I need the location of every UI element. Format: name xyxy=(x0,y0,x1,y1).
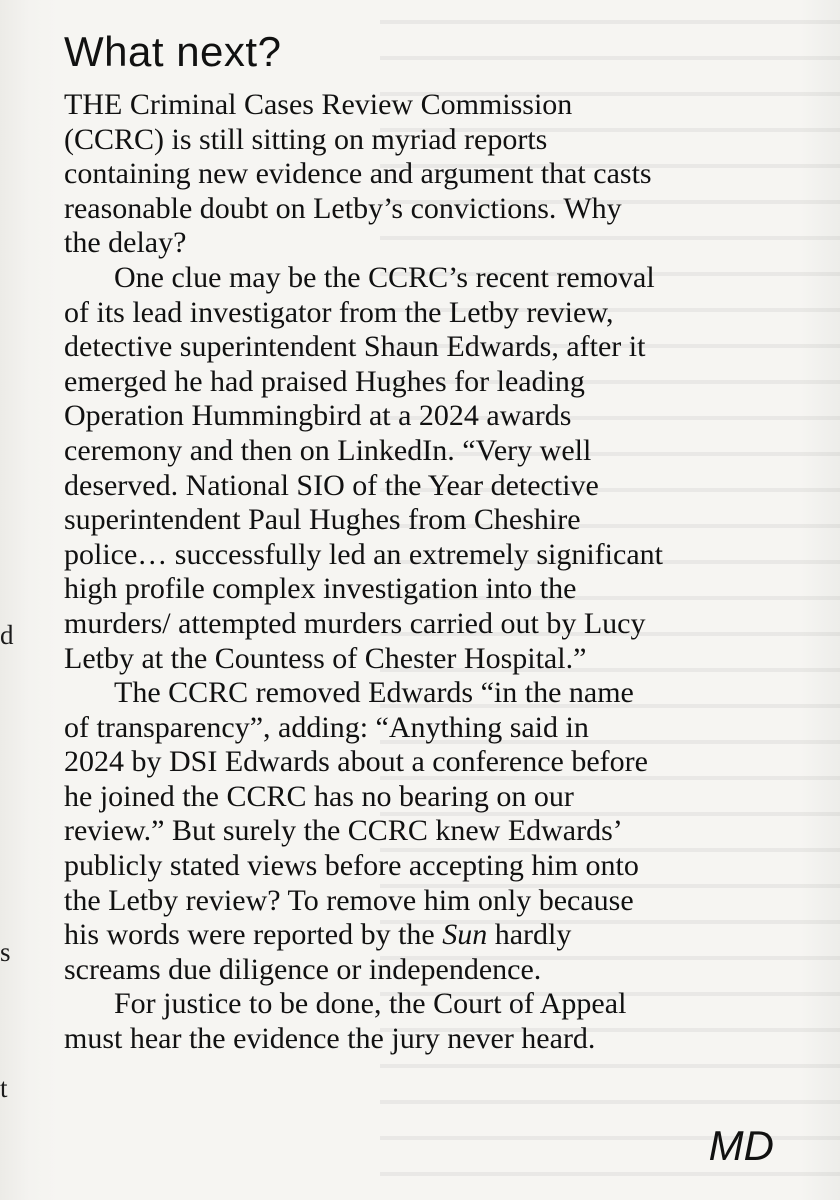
margin-fragment-letter: s xyxy=(0,937,11,967)
newspaper-name-italic: Sun xyxy=(442,918,488,952)
paragraph-4 xyxy=(64,987,776,1056)
text-line: must hear the evidence the jury never heard. xyxy=(64,1022,596,1056)
text-line: The CCRC removed Edwards “in the name xyxy=(114,676,634,710)
text-line: (CCRC) is still sitting on myriad reports xyxy=(64,122,548,156)
text-line: emerged he had praised Hughes for leading xyxy=(64,364,585,398)
text-line: high profile complex investigation into the xyxy=(64,572,577,606)
text-line: ceremony and then on LinkedIn. “Very well xyxy=(64,433,592,467)
text-run: his words were reported by the xyxy=(64,918,443,952)
text-line: publicly stated views before accepting him onto xyxy=(64,849,639,883)
text-line: deserved. National SIO of the Year detective xyxy=(64,468,599,502)
text-line: detective superintendent Shaun Edwards, after it xyxy=(64,330,646,364)
margin-fragment-letter: t xyxy=(0,1073,8,1103)
text-line: the delay? xyxy=(64,226,187,260)
paragraph-1 xyxy=(64,88,776,261)
text-line: One clue may be the CCRC’s recent removal xyxy=(114,260,655,294)
text-run: hardly xyxy=(487,918,572,952)
text-line: superintendent Paul Hughes from Cheshire xyxy=(64,503,581,537)
paragraph-2 xyxy=(64,261,776,676)
text-line: reasonable doubt on Letby’s convictions. Why xyxy=(64,191,622,225)
paragraph-3 xyxy=(64,676,776,987)
text-line: containing new evidence and argument that casts xyxy=(64,157,652,191)
text-line: he joined the CCRC has no bearing on our xyxy=(64,779,574,813)
text-line: 2024 by DSI Edwards about a conference before xyxy=(64,745,648,779)
text-line: of its lead investigator from the Letby review, xyxy=(64,295,614,329)
author-signature: MD xyxy=(708,1122,774,1169)
text-line: the Letby review? To remove him only because xyxy=(64,883,634,917)
text-line: review.” But surely the CCRC knew Edwards’ xyxy=(64,814,623,848)
text-line: Letby at the Countess of Chester Hospital.” xyxy=(64,641,587,675)
text-line: police… successfully led an extremely significant xyxy=(64,537,663,571)
margin-fragment-letter: d xyxy=(0,620,14,650)
text-line xyxy=(64,918,571,951)
text-line: of transparency”, adding: “Anything said in xyxy=(64,710,589,744)
text-line: murders/ attempted murders carried out by Lucy xyxy=(64,606,646,640)
article-headline: What next? xyxy=(64,28,282,75)
text-line: screams due diligence or independence. xyxy=(64,952,542,986)
text-line: For justice to be done, the Court of Appeal xyxy=(114,987,627,1021)
article-body xyxy=(64,88,776,1057)
text-line: Operation Hummingbird at a 2024 awards xyxy=(64,399,572,433)
text-line: THE Criminal Cases Review Commission xyxy=(64,88,573,121)
